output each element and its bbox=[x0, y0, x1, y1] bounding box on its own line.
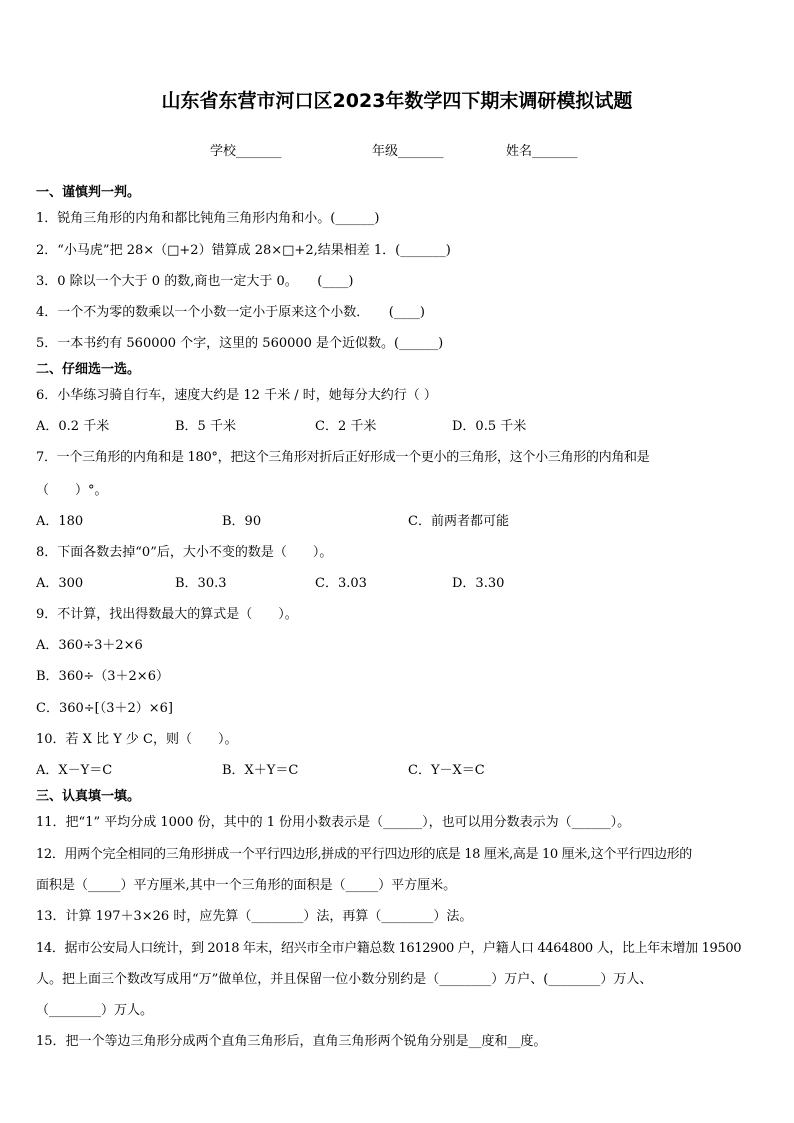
school-field: 学校_______ bbox=[210, 144, 282, 159]
question-2: 2．“小马虎”把 28×（□+2）错算成 28×□+2,结果相差 1．(_______) bbox=[36, 243, 451, 258]
question-14-continued-2: （________）万人。 bbox=[36, 1003, 154, 1018]
q6-option-d: D．0.5 千米 bbox=[452, 419, 527, 434]
section-heading-choose: 二、仔细选一选。 bbox=[36, 362, 141, 377]
q7-option-a: A．180 bbox=[36, 514, 84, 529]
question-14-continued: 人。把上面三个数改写成用“万”做单位，并且保留一位小数分别约是（________）万户、(________）万人、 bbox=[36, 972, 653, 987]
q8-option-b: B．30.3 bbox=[175, 576, 227, 591]
question-5: 5．一本书约有 560000 个字，这里的 560000 是个近似数。(______) bbox=[36, 336, 444, 351]
q10-option-b: B．X＋Y＝C bbox=[222, 763, 299, 778]
question-11: 11．把“1” 平均分成 1000 份，其中的 1 份用小数表示是（______），也可以用分数表示为（______）。 bbox=[36, 815, 631, 830]
question-9: 9．不计算，找出得数最大的算式是（ ）。 bbox=[36, 607, 298, 622]
q8-option-a: A．300 bbox=[36, 576, 84, 591]
q6-option-a: A．0.2 千米 bbox=[36, 419, 110, 434]
q9-option-c: C．360÷[（3＋2）×6] bbox=[36, 701, 174, 716]
question-1: 1．锐角三角形的内角和都比钝角三角形内角和小。(______) bbox=[36, 211, 380, 226]
question-12-continued: 面积是（_____）平方厘米,其中一个三角形的面积是（_____）平方厘米。 bbox=[36, 878, 457, 893]
page-title: 山东省东营市河口区2023年数学四下期末调研模拟试题 bbox=[161, 90, 633, 112]
question-4: 4．一个不为零的数乘以一个小数一定小于原来这个小数． (____) bbox=[36, 305, 425, 320]
question-7: 7．一个三角形的内角和是 180°，把这个三角形对折后正好形成一个更小的三角形，这个小三角形的内角和是 bbox=[36, 450, 650, 465]
q9-option-a: A．360÷3＋2×6 bbox=[36, 638, 143, 653]
q10-option-a: A．X－Y＝C bbox=[36, 763, 113, 778]
q7-option-c: C．前两者都可能 bbox=[408, 514, 509, 529]
question-12: 12．用两个完全相同的三角形拼成一个平行四边形,拼成的平行四边形的底是 18 厘米,高是 10 厘米,这个平行四边形的 bbox=[36, 847, 692, 862]
question-15: 15．把一个等边三角形分成两个直角三角形后，直角三角形两个锐角分别是__度和__度。 bbox=[36, 1034, 547, 1049]
q6-option-b: B．5 千米 bbox=[175, 419, 236, 434]
question-6: 6．小华练习骑自行车，速度大约是 12 千米 / 时，她每分大约行（ ） bbox=[36, 388, 437, 403]
section-heading-judge: 一、谨慎判一判。 bbox=[36, 185, 141, 200]
q7-option-b: B．90 bbox=[222, 514, 262, 529]
question-10: 10．若 X 比 Y 少 C，则（ ）。 bbox=[36, 732, 238, 747]
q8-option-d: D．3.30 bbox=[452, 576, 505, 591]
grade-field: 年级_______ bbox=[372, 144, 444, 159]
q10-option-c: C．Y－X＝C bbox=[408, 763, 485, 778]
question-13: 13．计算 197＋3×26 时，应先算（________）法，再算（________）法。 bbox=[36, 909, 473, 924]
section-heading-fill: 三、认真填一填。 bbox=[36, 789, 141, 804]
question-7-continued: （ ）°。 bbox=[36, 483, 108, 498]
question-3: 3．0 除以一个大于 0 的数,商也一定大于 0。 (____) bbox=[36, 274, 354, 289]
q6-option-c: C．2 千米 bbox=[315, 419, 377, 434]
name-field: 姓名_______ bbox=[506, 144, 578, 159]
q8-option-c: C．3.03 bbox=[315, 576, 367, 591]
question-8: 8．下面各数去掉“0”后，大小不变的数是（ ）。 bbox=[36, 545, 333, 560]
q9-option-b: B．360÷（3＋2×6） bbox=[36, 669, 169, 684]
question-14: 14．据市公安局人口统计，到 2018 年末，绍兴市全市户籍总数 1612900 户，户籍人口 4464800 人，比上年末增加 19500 bbox=[36, 941, 742, 956]
